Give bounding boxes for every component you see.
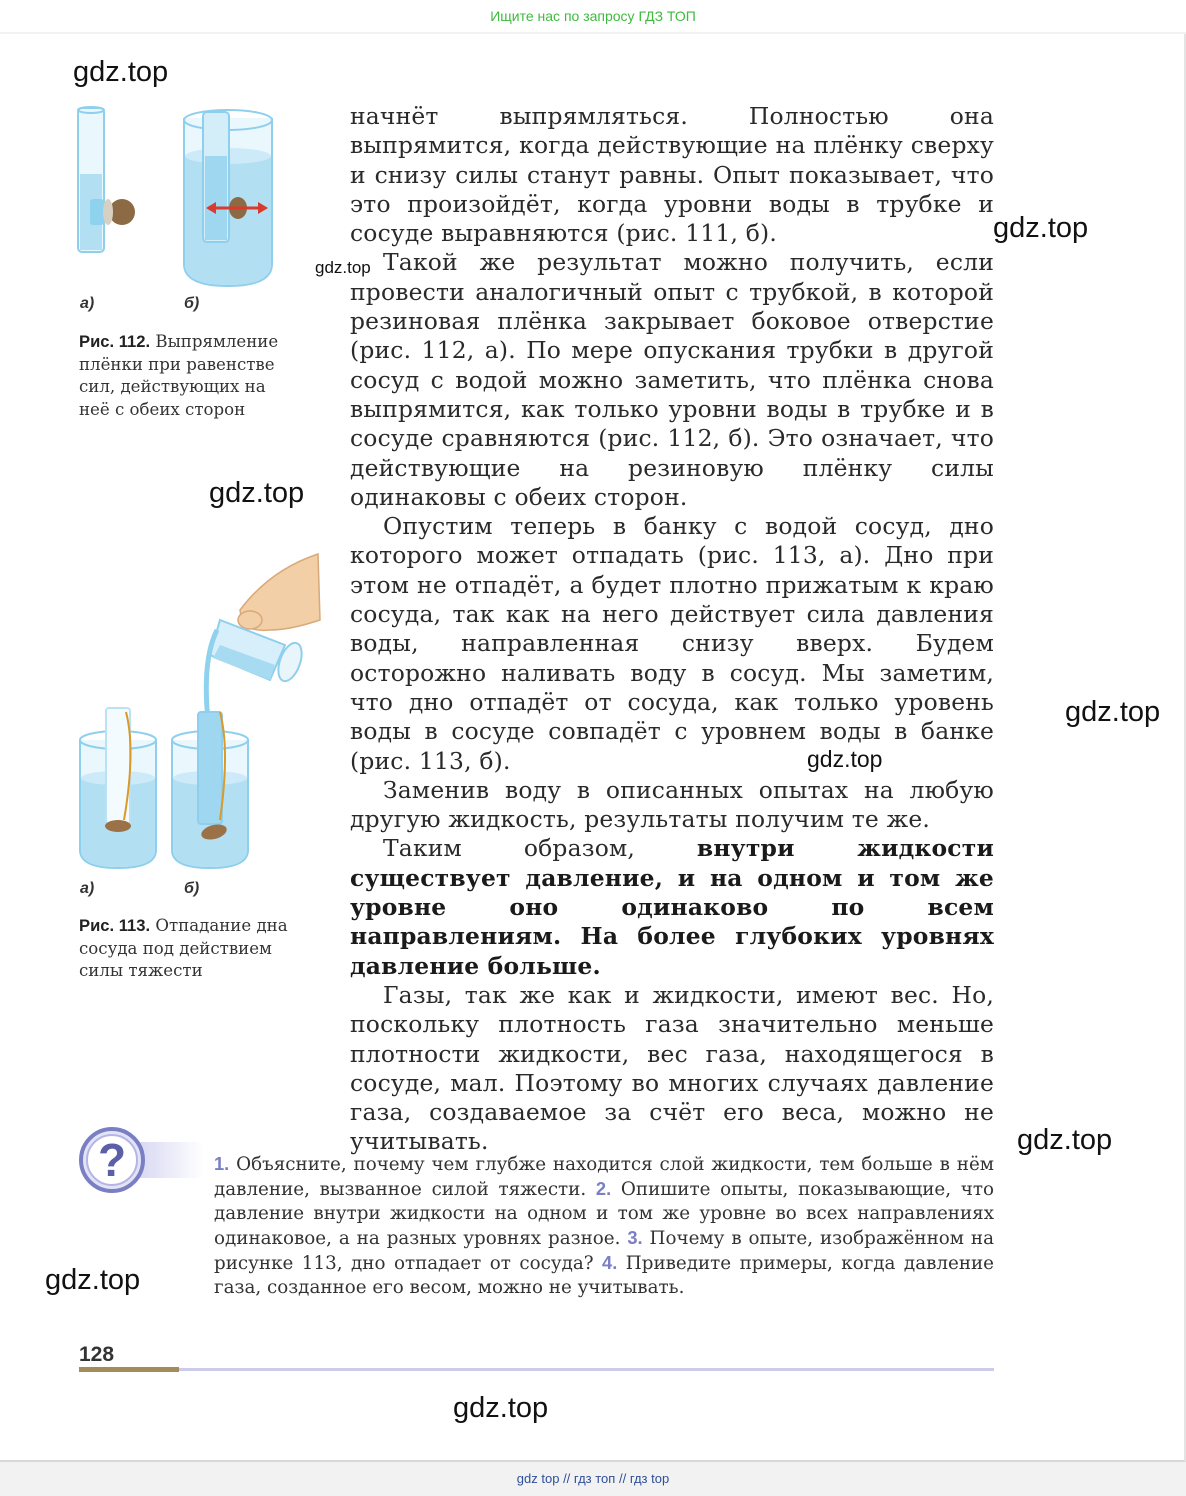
question-4-number: 4.: [602, 1252, 618, 1274]
fig113-caption: [79, 915, 305, 983]
fig113-caption-label: Рис. 113.: [79, 916, 151, 935]
fig112-caption-label: Рис. 112.: [79, 332, 151, 351]
fig112-caption: [79, 331, 301, 421]
paragraph-2: Такой же результат можно получить, если провести аналогичный опыт с трубкой, в которой резиновая плёнка закрывает боковое отверстие (рис. 112, а). По мере опускания трубки в другой сосуд с водой можно заметить, что плёнка снова выпрямится, как только уровни воды в трубке и в сосуде сравняются (рис. 112, б). Это означает, что действующие на резиновую плёнку силы одинаковы с обеих сторон.: [350, 248, 994, 511]
footer-separator: //: [563, 1471, 571, 1486]
question-2: Опишите опыты, показывающие, что давление внутри жидкости на одном и том же уровне во всех направлениях одинаковое, а на разных уровнях разное.: [214, 1179, 995, 1250]
watermark: gdz.top: [315, 258, 371, 277]
watermark: gdz.top: [993, 212, 1089, 244]
search-hint-bar: [0, 0, 1186, 32]
question-1-number: 1.: [214, 1153, 230, 1174]
question-3: Почему в опыте, изображённом на рисунке 113, дно отпадает от сосуда?: [214, 1228, 995, 1275]
watermark: gdz.top: [209, 477, 305, 509]
footer-rule-accent: [79, 1367, 179, 1372]
review-questions: [214, 1152, 994, 1301]
paragraph-3: Опустим теперь в банку с водой сосуд, дно которого может отпадать (рис. 113, а). Дно при этом не отпадёт, а будет плотно прижатым к краю сосуда, так как на него действует сила давления воды, направленная снизу вверх. Будем осторожно наливать воду в сосуд. Мы заметим, что дно отпадёт от сосуда, как только уровень воды в сосуде совпадёт с уровнем воды в банке (рис. 113, б).: [350, 512, 994, 775]
fig113-sub-b: б): [184, 880, 200, 897]
paragraph-5-conclusion: внутри жидкости существует давление, и на одном и том же уровне оно одинаково по всем направлениям. На более глубоких уровнях давление больше.: [350, 834, 994, 980]
main-text: [350, 102, 994, 1157]
fig112-caption-text: Выпрямление плёнки при равенстве сил, действующих на неё с обеих сторон: [79, 332, 279, 419]
fig112-sub-b: б): [184, 295, 200, 312]
question-3-number: 3.: [627, 1227, 643, 1249]
footer-rule: [179, 1368, 994, 1371]
paragraph-6: Газы, так же как и жидкости, имеют вес. Но, поскольку плотность газа значительно меньше плотности жидкости, вес газа, находящегося в сосуде, мал. Поэтому во многих случаях давление газа, создаваемое за счёт его веса, можно не учитывать.: [350, 980, 994, 1156]
fig113-caption-text: Отпадание дна сосуда под действием силы тяжести: [79, 916, 288, 980]
question-4: Приведите примеры, когда давление газа, созданное его весом, можно не учитывать.: [214, 1253, 995, 1299]
watermark: gdz.top: [453, 1392, 549, 1424]
footer-separator: //: [618, 1471, 627, 1486]
paragraph-5-lead: Таким образом,: [383, 834, 697, 863]
question-1: Объясните, почему чем глубже находится слой жидкости, тем больше в нём давление, вызванное силой тяжести.: [214, 1154, 994, 1201]
question-mark-icon: [78, 1126, 204, 1196]
watermark: gdz.top: [1017, 1124, 1113, 1156]
search-hint-text: Ищите нас по запросу ГДЗ ТОП: [490, 8, 696, 24]
figure-113-illustration: [70, 550, 330, 870]
figure-112-illustration: [70, 104, 290, 294]
footer-link-3[interactable]: гдз top: [629, 1471, 670, 1486]
watermark: gdz.top: [807, 746, 883, 772]
svg-text:?: ?: [97, 1134, 127, 1186]
paragraph-4: Заменив воду в описанных опытах на любую другую жидкость, результаты получим те же.: [350, 775, 994, 834]
paragraph-1: начнёт выпрямляться. Полностью она выпрямится, когда действующие на плёнку сверху и снизу силы станут равны. Опыт показывает, что это произойдёт, когда уровни воды в трубке и сосуде выравняются (рис. 111, б).: [350, 102, 994, 248]
footer-link-2[interactable]: гдз топ: [573, 1471, 616, 1486]
watermark: gdz.top: [1065, 696, 1161, 728]
watermark: gdz.top: [73, 56, 169, 88]
fig112-sub-a: а): [80, 295, 95, 312]
footer-link-1[interactable]: gdz top: [516, 1471, 560, 1486]
question-2-number: 2.: [595, 1178, 612, 1200]
paragraph-5: [350, 834, 994, 980]
page-number: 128: [79, 1343, 115, 1366]
fig113-sub-a: а): [80, 880, 95, 897]
footer-links: [0, 1462, 1186, 1496]
watermark: gdz.top: [45, 1264, 141, 1296]
